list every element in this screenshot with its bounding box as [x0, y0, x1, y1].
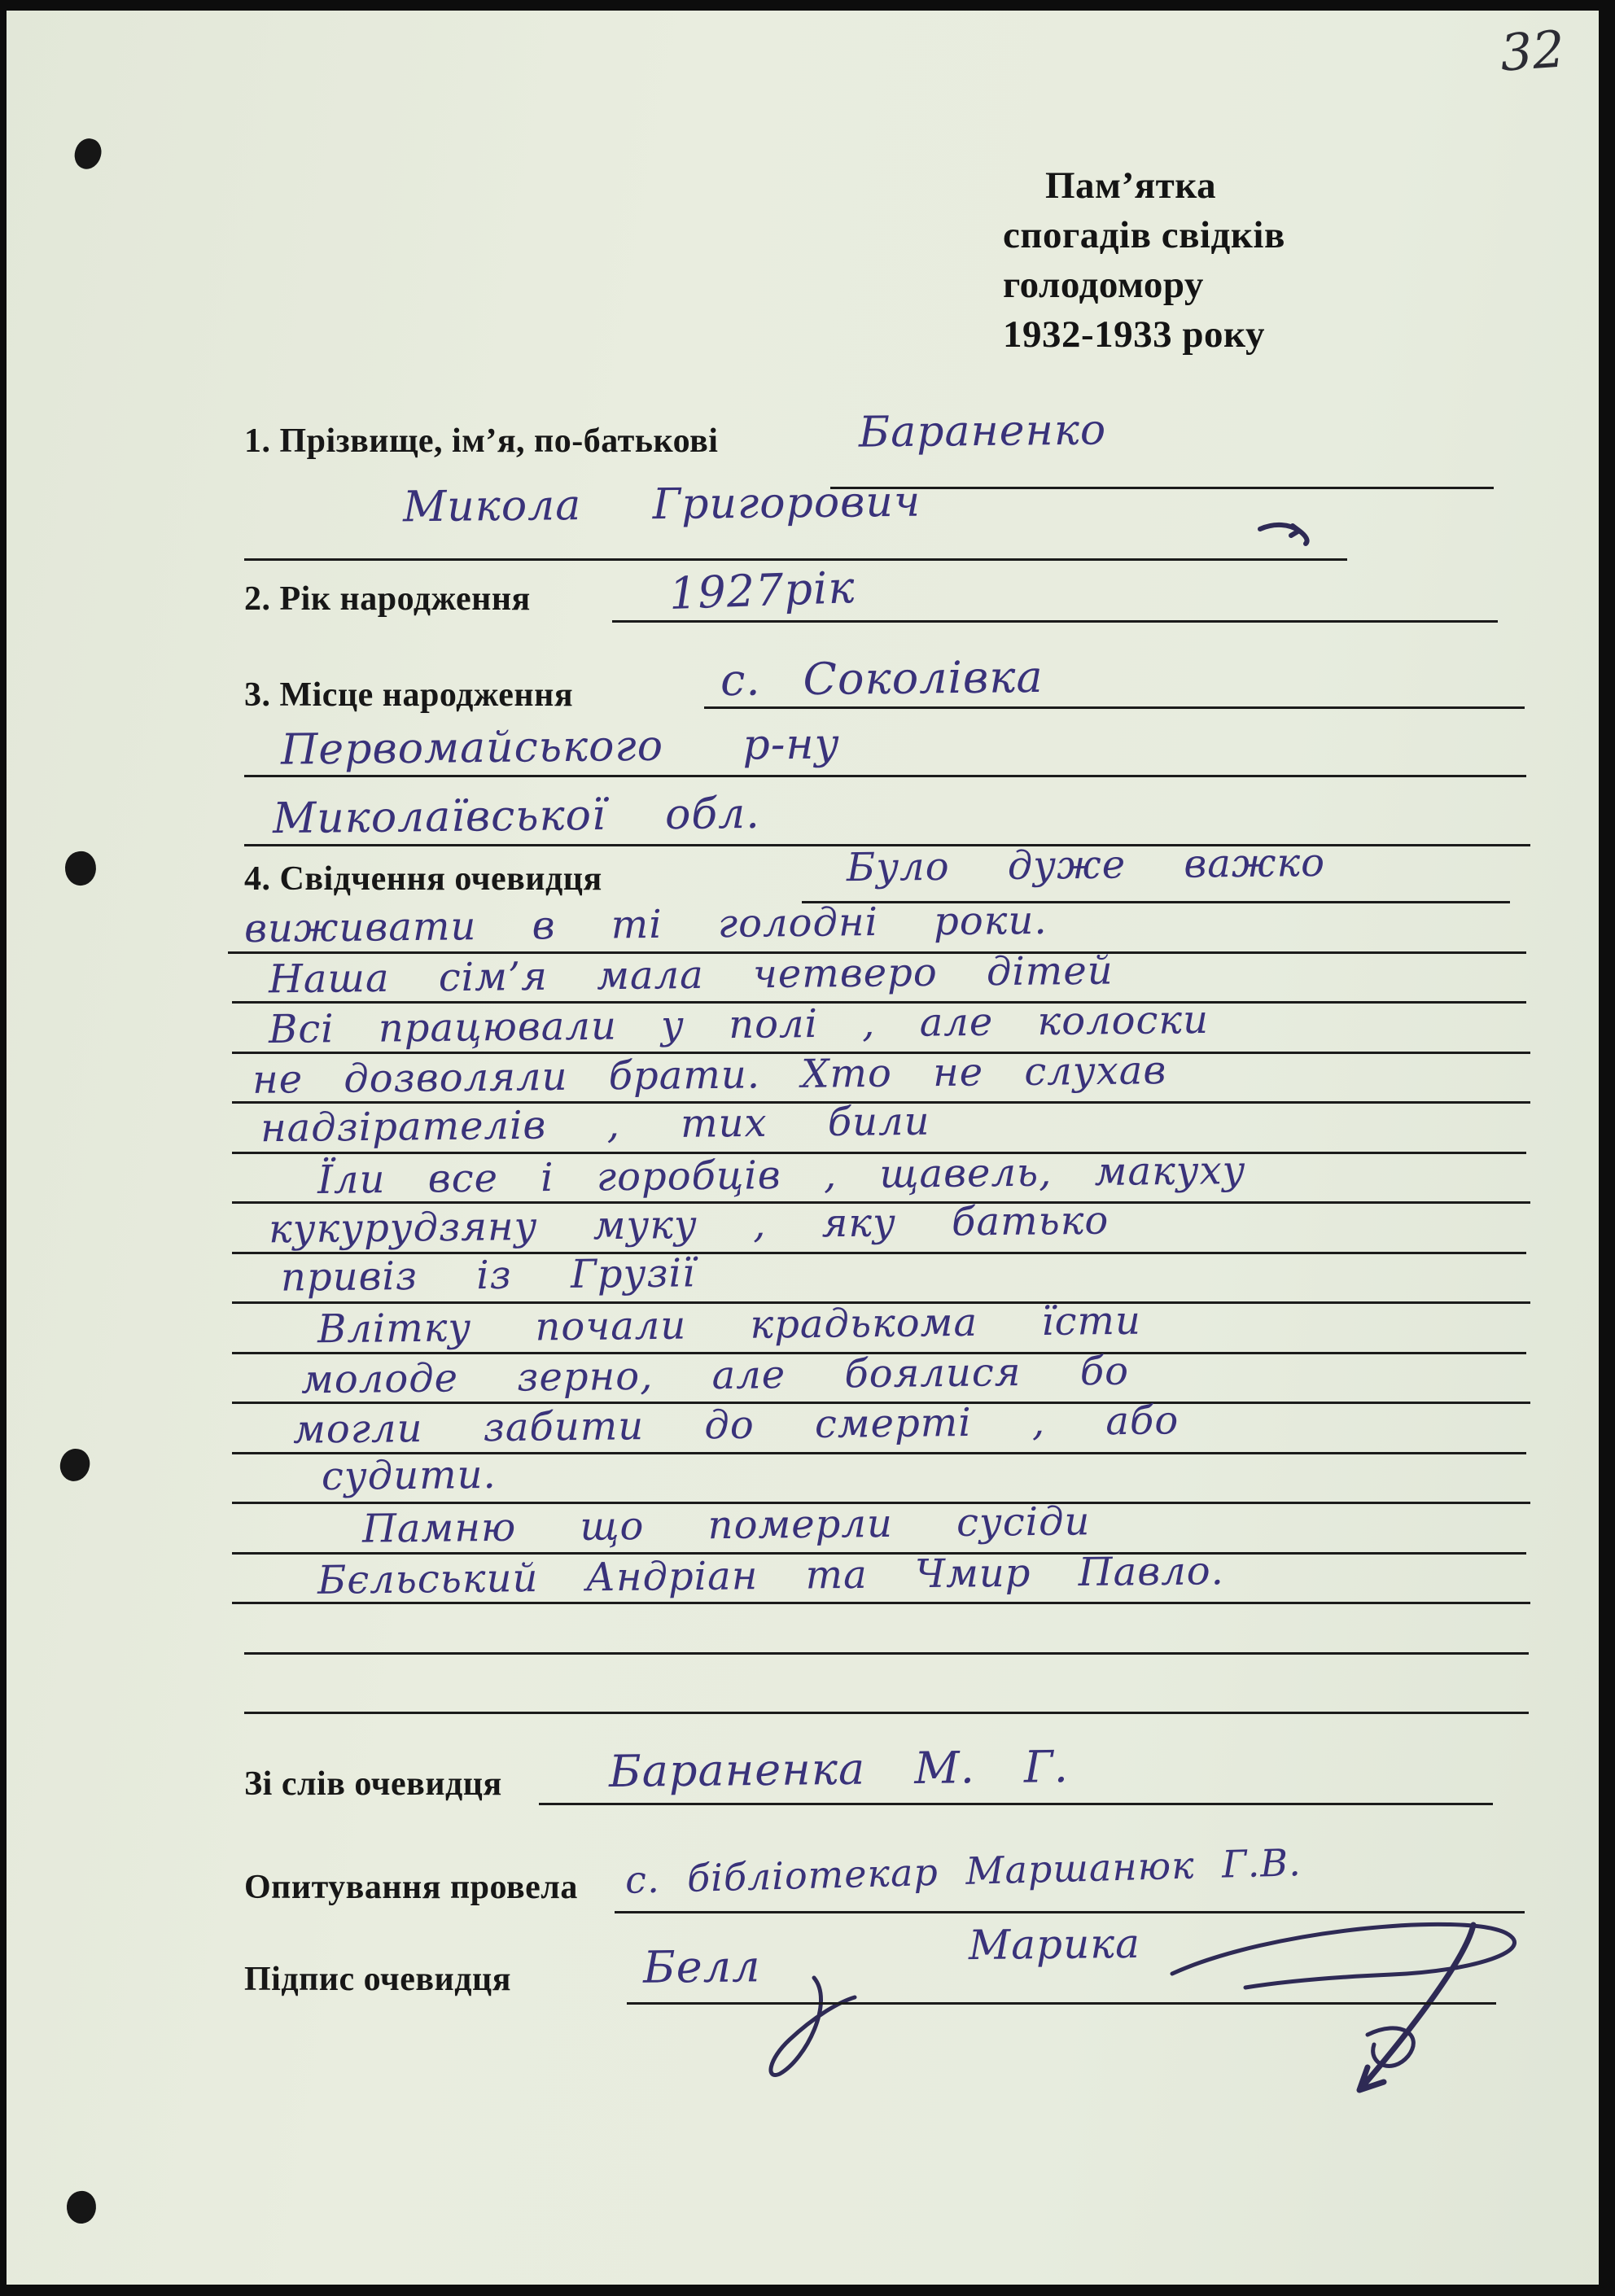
- testimony-line: виживати в ті голодні роки.: [243, 897, 1048, 952]
- form-title-line4: 1932-1933 року: [1003, 313, 1265, 356]
- form-title-line3: голодомору: [1003, 264, 1204, 306]
- field-birthplace-label: 3. Місце народження: [244, 676, 574, 714]
- page-number: 32: [1498, 19, 1567, 83]
- testimony-line: Всі працювали у полі , але колоски: [268, 996, 1210, 1053]
- answer-rule: [704, 706, 1525, 709]
- answer-rule: [244, 1712, 1529, 1714]
- testimony-line: не дозволяли брати. Хто не слухав: [252, 1047, 1167, 1103]
- field-testimony-label: 4. Свідчення очевидця: [244, 860, 602, 898]
- testimony-line: кукурудзяну муку , яку батько: [268, 1197, 1109, 1253]
- field-birthyear-label: 2. Рік народження: [244, 580, 531, 618]
- scan-edge-top: [0, 0, 1615, 11]
- testimony-line: Наша сім’я мала четверо дітей: [268, 947, 1114, 1003]
- testimony-line: молоде зерно, але боялися бо: [300, 1348, 1130, 1403]
- testimony-line: Їли все і горобців , щавель, макуху: [317, 1148, 1246, 1203]
- interviewer-signature: Марика: [968, 1919, 1141, 1970]
- punch-hole: [63, 850, 98, 888]
- field-birthplace-value-line3: Миколаївської обл.: [272, 789, 761, 844]
- testimony-line: надзірателів , тих били: [260, 1098, 930, 1152]
- punch-hole: [72, 136, 104, 173]
- field-birthplace-value-line2: Первомайського р-ну: [280, 719, 841, 775]
- field-name-value-line1: Бараненко: [858, 405, 1107, 457]
- answer-rule: [244, 558, 1347, 561]
- witness-signature-flourish: [757, 1970, 920, 2084]
- punch-hole: [65, 2189, 98, 2225]
- answer-rule: [244, 1652, 1529, 1655]
- form-title-line1: Пам’ятка: [1045, 164, 1217, 207]
- answer-rule: [627, 2002, 1496, 2005]
- testimony-line: судити.: [321, 1451, 497, 1500]
- testimony-line: Памню що померли сусіди: [361, 1498, 1091, 1552]
- signature-flourish: [1123, 1896, 1579, 2124]
- form-title-line2: спогадів свідків: [1003, 214, 1285, 256]
- testimony-line: Влітку почали крадькома їсти: [317, 1297, 1142, 1353]
- witness-signature-label: Підпис очевидця: [244, 1961, 511, 1998]
- witness-value: Бараненка М. Г.: [608, 1741, 1070, 1797]
- witness-signature-value: Белл: [642, 1940, 761, 1993]
- answer-rule: [244, 775, 1526, 777]
- testimony-line: могли забити до смерті , або: [292, 1397, 1180, 1453]
- field-name-label: 1. Прізвище, ім’я, по-батькові: [244, 422, 719, 460]
- answer-rule: [539, 1803, 1493, 1805]
- answer-rule: [612, 620, 1498, 623]
- interviewer-value: с. бібліотекар Маршанюк Г.В.: [624, 1840, 1302, 1902]
- scan-edge-bottom: [0, 2285, 1615, 2296]
- answer-rule: [830, 487, 1494, 489]
- interviewer-label: Опитування провела: [244, 1869, 578, 1906]
- scan-edge-right: [1599, 0, 1615, 2296]
- punch-hole: [58, 1446, 92, 1484]
- scan-edge-left: [0, 0, 7, 2296]
- field-birthyear-value: 1927рік: [667, 562, 856, 619]
- field-birthplace-value-line1: с. Соколівка: [720, 650, 1044, 706]
- field-name-value-line2: Микола Григорович: [402, 477, 921, 532]
- testimony-line: Бєльський Андріан та Чмир Павло.: [317, 1548, 1225, 1603]
- testimony-line: Було дуже важко: [846, 839, 1326, 891]
- form-title: [1003, 161, 1285, 360]
- ink-stroke-mark: [1254, 518, 1319, 550]
- answer-rule: [232, 1602, 1530, 1604]
- testimony-line: привіз із Грузії: [280, 1250, 696, 1301]
- witness-label: Зі слів очевидця: [244, 1765, 502, 1803]
